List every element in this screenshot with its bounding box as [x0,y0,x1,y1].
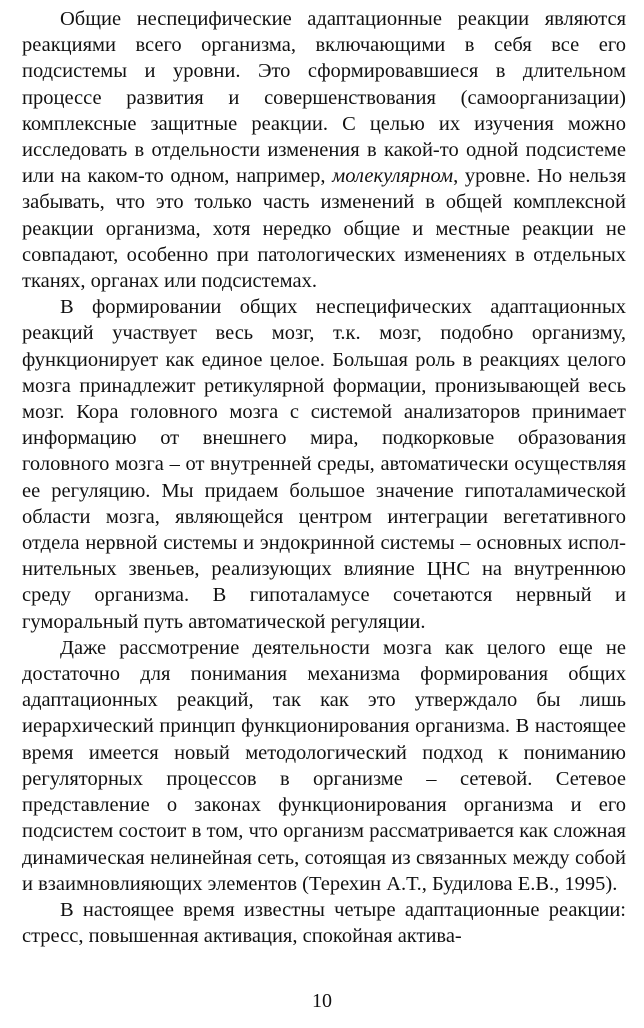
paragraph-1 [22,6,626,294]
paragraph-2: В формировании общих неспецифических адаптационных реакций участвует весь мозг, т.к. мозг, подобно организму, функционирует как единое целое. Большая роль в реакциях целого мозга принадлежит ретикулярной формации, пронизывающей весь мозг. Кора головного мозга с системой анализаторов принимает информацию от внешнего мира, подкорковые образования головного мозга – от внутренней среды, автоматически осуществляя ее регуляцию. Мы придаем большое значение гипоталамической области мозга, являющейся центром интеграции вегетативного отдела нервной системы и эндокринной системы – основных испол-нительных звеньев, реализующих влияние ЦНС на внутреннюю среду организма. В гипоталамусе сочетаются нервный и гуморальный путь автоматической регуляции. [22,296,626,633]
paragraph-1-italic-term: молекулярном [332,165,454,188]
page-number: 10 [312,990,332,1012]
paragraph-1-text: Общие неспецифические адаптационные реакции являются реакциями всего организма, включающими в себя все его подсистемы и уровни. Это сформировавшиеся в длительном процессе развития и совершенствования (самоорганизации) комплексные защитные реакции. С целью их изучения можно исследовать в отдельности изменения в какой-то одной подсистеме или на каком-то одном, например, [22,8,626,188]
paragraph-4: В настоящее время известны четыре адаптационные реакции: стресс, повышенная активация, спокойная актива- [22,898,626,948]
paragraph-3: Даже рассмотрение деятельности мозга как целого еще не достаточно для понимания механизма формирования общих адаптационных реакций, так как это утверждало бы лишь иерархический принцип функционирования организма. В настоящее время имеется новый методологический подход к пониманию регуляторных процессов в организме – сетевой. Сетевое представление о законах функционирования организма и его подсистем состоит в том, что организм рассматривается как сложная динамическая нелинейная сеть, сотоящая из связанных между собой и взаимновлияющих элементов (Терехин А.Т., Будилова Е.В., 1995). [22,636,626,895]
paragraph-1-text-continued: , уровне. Но нельзя забывать, что это только часть изменений в общей комплексной реакции организма, хотя нередко общие и местные реакции не совпадают, особенно при патологических изменениях в отдельных тканях, органах или подсистемах. [22,165,626,293]
page-body [22,6,626,949]
